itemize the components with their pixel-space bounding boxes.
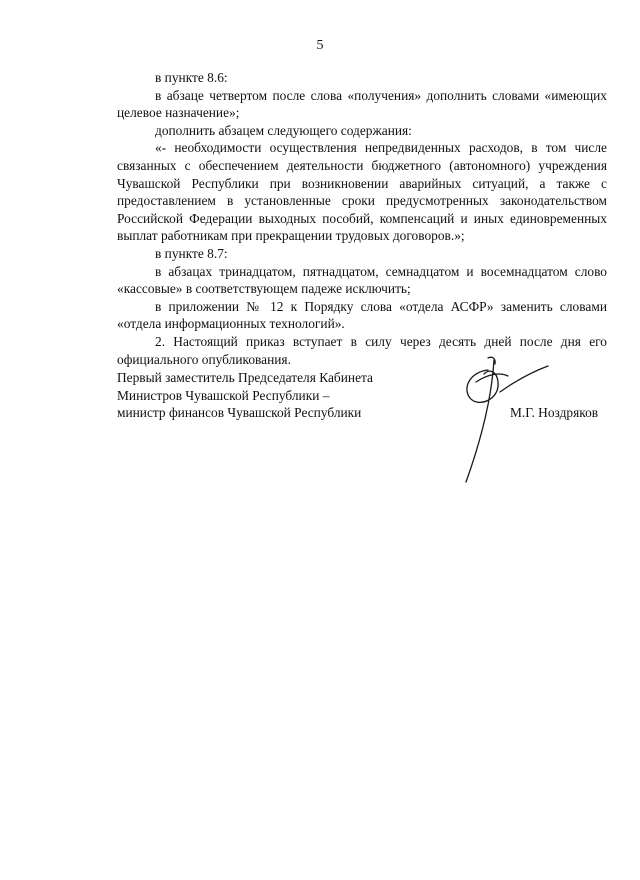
signatory-position-line: Министров Чувашской Республики – (117, 387, 330, 403)
page-number: 5 (316, 38, 324, 53)
handwritten-signature (448, 352, 558, 492)
signatory-position-line: Первый заместитель Председателя Кабинета (117, 370, 373, 385)
paragraph-appendix-12-amendment: в приложении № 12 к Порядку слова «отдела АСФР» заменить словами «отдела информационных технологий». (117, 298, 607, 332)
paragraph-clause-8-7-heading: в пункте 8.7: (155, 245, 228, 261)
signatory-name: М.Г. Ноздряков (510, 405, 599, 420)
signatory-position-line: министр финансов Чувашской Республики (117, 405, 362, 421)
paragraph-fourth-abzac-amendment: в абзаце четвертом после слова «получения» дополнить словами «имеющих целевое назначение»; (117, 87, 607, 121)
paragraph-new-abzac-text: «- необходимости осуществления непредвиденных расходов, в том числе связанных с обеспечением деятельности бюджетного (автономного) учреждения Чувашской Республики при возникновении аварийных ситуаций, а также с предоставлением в установленные сроки предусмотренных законодательством Российской Федерации выходных пособий, компенсаций и иных единовременных выплат работникам при прекращении трудовых договоров.»; (117, 140, 607, 244)
paragraph-add-abzac: дополнить абзацем следующего содержания: (155, 122, 412, 138)
signatory-position (117, 369, 373, 422)
document-body (117, 69, 607, 368)
paragraph-effective-date: 2. Настоящий приказ вступает в силу через десять дней после дня его официального опубликования. (117, 333, 607, 367)
paragraph-clause-8-6-heading: в пункте 8.6: (155, 70, 228, 85)
paragraph-kassovye-removal: в абзацах тринадцатом, пятнадцатом, семнадцатом и восемнадцатом слово «кассовые» в соответствующем падеже исключить; (117, 263, 607, 297)
